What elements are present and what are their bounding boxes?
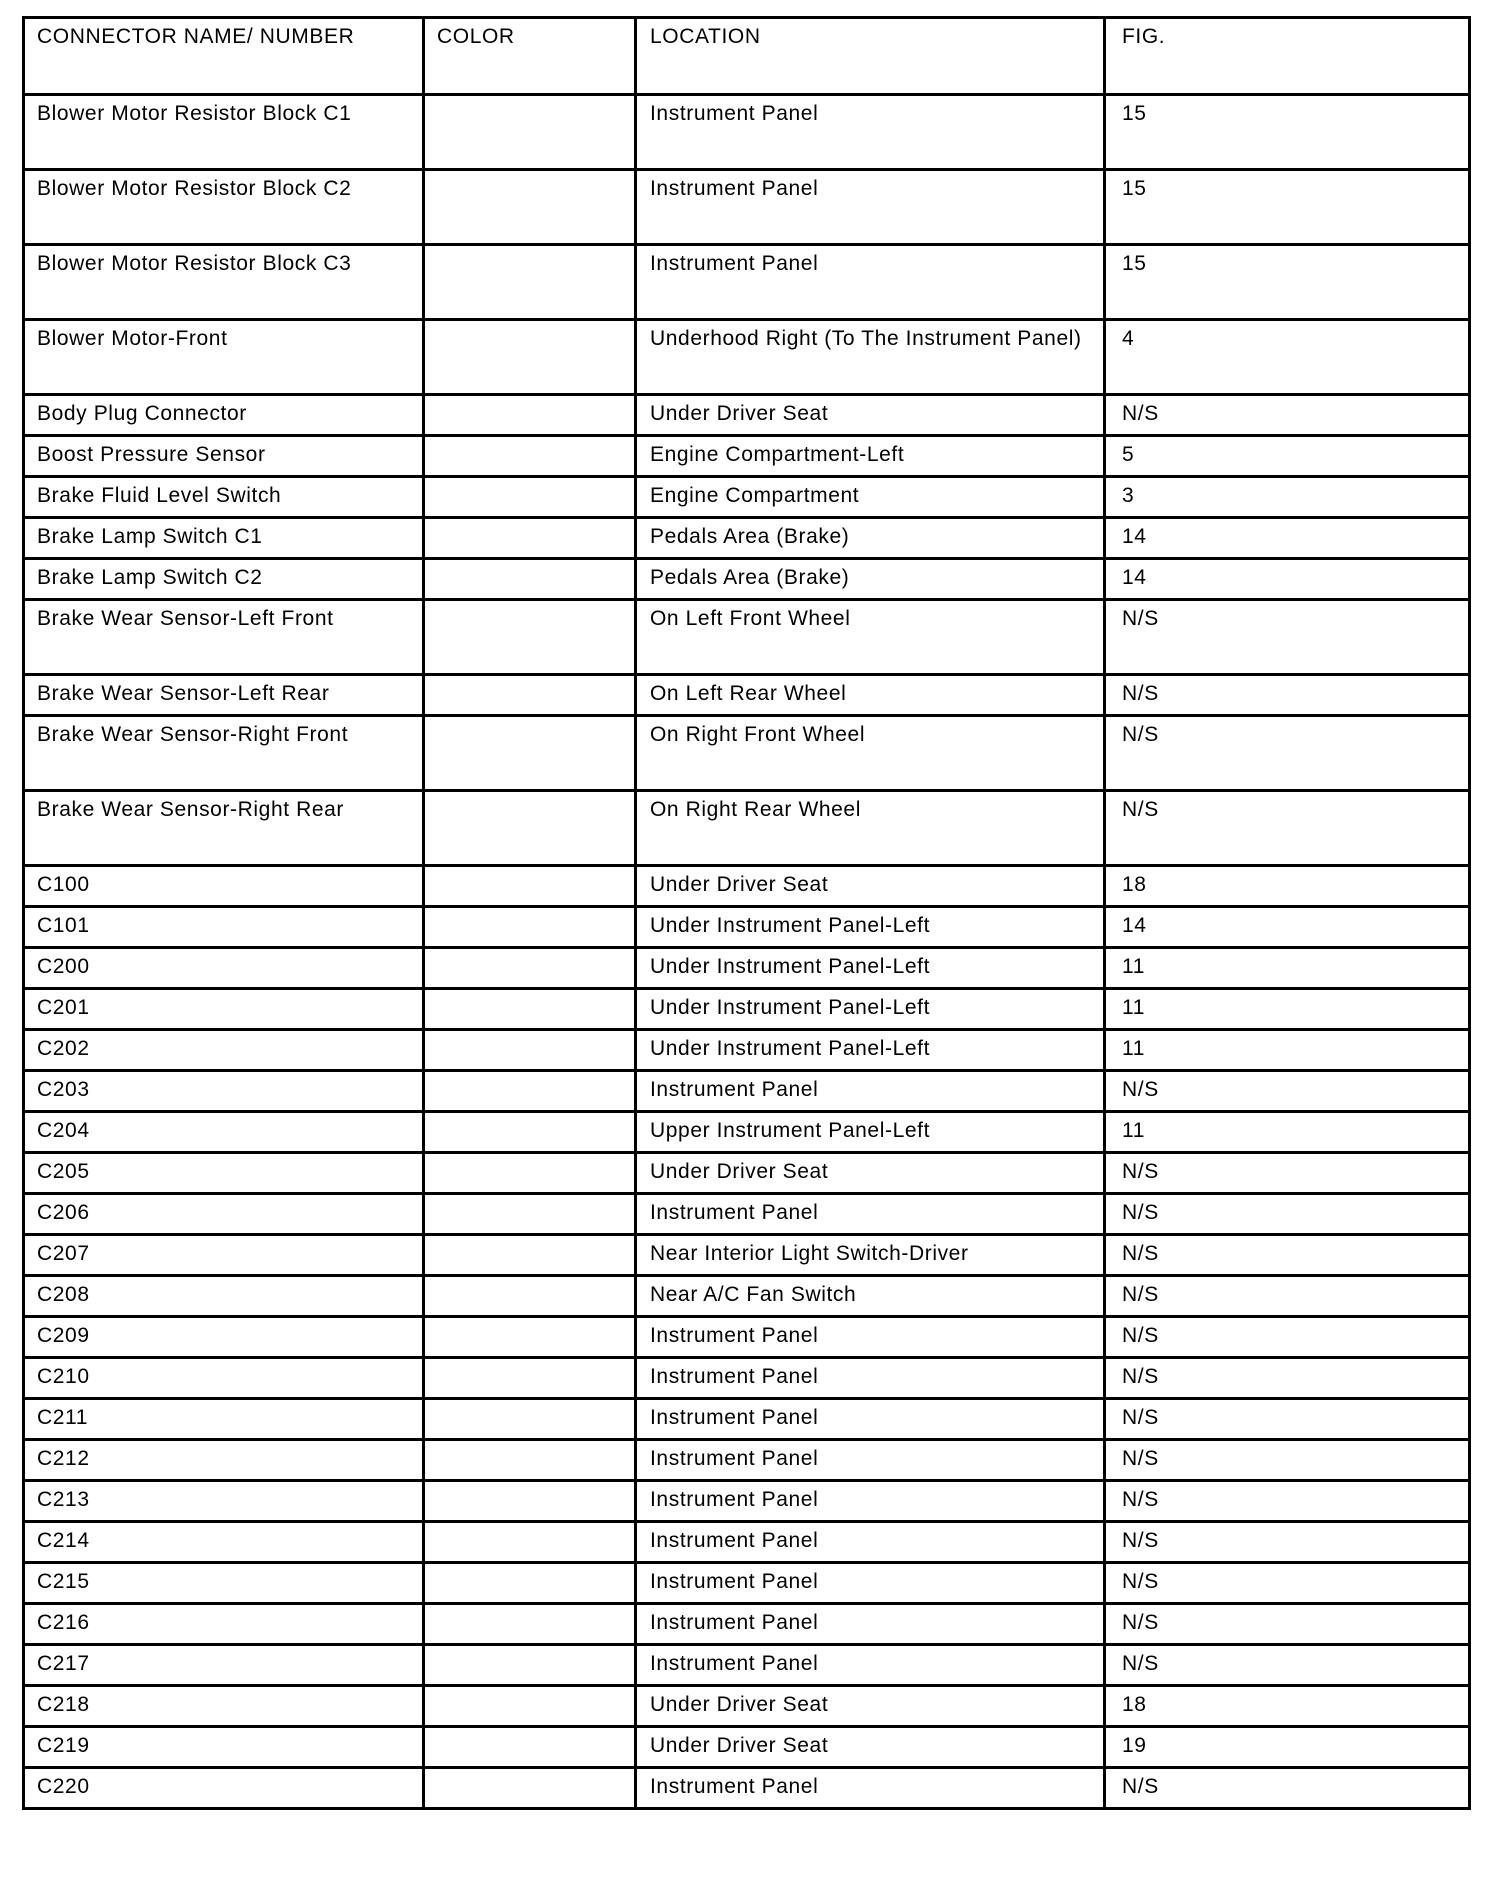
cell-fig: N/S: [1105, 716, 1470, 791]
cell-connector-name: Body Plug Connector: [24, 395, 424, 436]
table-row: [24, 170, 1470, 245]
cell-fig: 11: [1105, 1030, 1470, 1071]
cell-connector-name: Brake Wear Sensor-Left Front: [24, 600, 424, 675]
cell-fig: N/S: [1105, 1481, 1470, 1522]
cell-color: [424, 1153, 636, 1194]
cell-fig: 11: [1105, 948, 1470, 989]
table-row: [24, 600, 1470, 675]
table-row: [24, 907, 1470, 948]
cell-connector-name: C209: [24, 1317, 424, 1358]
cell-location: Pedals Area (Brake): [636, 518, 1105, 559]
cell-connector-name: C213: [24, 1481, 424, 1522]
cell-fig: 14: [1105, 518, 1470, 559]
cell-color: [424, 1317, 636, 1358]
table-row: [24, 395, 1470, 436]
cell-fig: 15: [1105, 95, 1470, 170]
cell-color: [424, 395, 636, 436]
cell-color: [424, 948, 636, 989]
cell-fig: 15: [1105, 170, 1470, 245]
cell-fig: N/S: [1105, 1071, 1470, 1112]
cell-connector-name: C200: [24, 948, 424, 989]
cell-location: Under Driver Seat: [636, 866, 1105, 907]
cell-color: [424, 1358, 636, 1399]
cell-location: Under Instrument Panel-Left: [636, 1030, 1105, 1071]
header-fig: FIG.: [1105, 18, 1470, 95]
table-row: [24, 1153, 1470, 1194]
table-row: [24, 1727, 1470, 1768]
cell-connector-name: Brake Wear Sensor-Left Rear: [24, 675, 424, 716]
header-color: COLOR: [424, 18, 636, 95]
cell-fig: 18: [1105, 1686, 1470, 1727]
cell-location: Instrument Panel: [636, 1440, 1105, 1481]
cell-connector-name: Brake Lamp Switch C1: [24, 518, 424, 559]
table-row: [24, 477, 1470, 518]
cell-fig: 18: [1105, 866, 1470, 907]
cell-connector-name: Blower Motor Resistor Block C3: [24, 245, 424, 320]
cell-location: On Left Front Wheel: [636, 600, 1105, 675]
cell-color: [424, 600, 636, 675]
cell-color: [424, 1194, 636, 1235]
cell-connector-name: C215: [24, 1563, 424, 1604]
cell-location: Instrument Panel: [636, 1358, 1105, 1399]
cell-connector-name: Blower Motor-Front: [24, 320, 424, 395]
cell-color: [424, 170, 636, 245]
cell-location: Pedals Area (Brake): [636, 559, 1105, 600]
cell-color: [424, 1686, 636, 1727]
cell-location: Instrument Panel: [636, 1317, 1105, 1358]
cell-color: [424, 1563, 636, 1604]
cell-connector-name: C202: [24, 1030, 424, 1071]
cell-location: Engine Compartment: [636, 477, 1105, 518]
cell-fig: N/S: [1105, 1563, 1470, 1604]
cell-color: [424, 518, 636, 559]
cell-fig: N/S: [1105, 1399, 1470, 1440]
cell-location: Instrument Panel: [636, 1399, 1105, 1440]
cell-connector-name: Blower Motor Resistor Block C1: [24, 95, 424, 170]
cell-color: [424, 1399, 636, 1440]
cell-location: Instrument Panel: [636, 170, 1105, 245]
table-row: [24, 436, 1470, 477]
cell-connector-name: C204: [24, 1112, 424, 1153]
table-row: [24, 1399, 1470, 1440]
header-connector-name: CONNECTOR NAME/ NUMBER: [24, 18, 424, 95]
cell-color: [424, 716, 636, 791]
cell-fig: N/S: [1105, 1604, 1470, 1645]
cell-fig: N/S: [1105, 1194, 1470, 1235]
cell-connector-name: Brake Lamp Switch C2: [24, 559, 424, 600]
cell-location: Engine Compartment-Left: [636, 436, 1105, 477]
cell-location: Under Driver Seat: [636, 395, 1105, 436]
cell-fig: N/S: [1105, 600, 1470, 675]
cell-fig: 5: [1105, 436, 1470, 477]
cell-color: [424, 436, 636, 477]
table-row: [24, 1317, 1470, 1358]
cell-color: [424, 320, 636, 395]
header-location: LOCATION: [636, 18, 1105, 95]
cell-location: Instrument Panel: [636, 1481, 1105, 1522]
cell-fig: N/S: [1105, 1317, 1470, 1358]
table-row: [24, 716, 1470, 791]
table-row: [24, 1194, 1470, 1235]
table-row: [24, 1071, 1470, 1112]
table-row: [24, 989, 1470, 1030]
cell-fig: N/S: [1105, 1768, 1470, 1809]
table-row: [24, 675, 1470, 716]
cell-location: Under Instrument Panel-Left: [636, 989, 1105, 1030]
table-row: [24, 1645, 1470, 1686]
table-row: [24, 518, 1470, 559]
cell-connector-name: C100: [24, 866, 424, 907]
cell-connector-name: C217: [24, 1645, 424, 1686]
cell-location: Under Instrument Panel-Left: [636, 907, 1105, 948]
cell-location: Instrument Panel: [636, 1768, 1105, 1809]
table-row: [24, 1563, 1470, 1604]
cell-color: [424, 1768, 636, 1809]
cell-fig: 14: [1105, 559, 1470, 600]
table-row: [24, 791, 1470, 866]
cell-connector-name: C214: [24, 1522, 424, 1563]
cell-location: Instrument Panel: [636, 1604, 1105, 1645]
cell-fig: N/S: [1105, 1522, 1470, 1563]
cell-color: [424, 1481, 636, 1522]
cell-location: Upper Instrument Panel-Left: [636, 1112, 1105, 1153]
cell-connector-name: C211: [24, 1399, 424, 1440]
table-row: [24, 245, 1470, 320]
cell-connector-name: C218: [24, 1686, 424, 1727]
table-row: [24, 1276, 1470, 1317]
connector-table: [22, 16, 1471, 1810]
cell-color: [424, 989, 636, 1030]
cell-location: Instrument Panel: [636, 1563, 1105, 1604]
cell-connector-name: C208: [24, 1276, 424, 1317]
cell-location: On Right Front Wheel: [636, 716, 1105, 791]
cell-location: Instrument Panel: [636, 1194, 1105, 1235]
cell-location: Instrument Panel: [636, 245, 1105, 320]
cell-color: [424, 477, 636, 518]
cell-fig: 11: [1105, 989, 1470, 1030]
cell-color: [424, 675, 636, 716]
cell-location: Under Driver Seat: [636, 1686, 1105, 1727]
table-body: [24, 95, 1470, 1809]
table-row: [24, 1235, 1470, 1276]
cell-connector-name: C212: [24, 1440, 424, 1481]
table-row: [24, 1522, 1470, 1563]
cell-location: Underhood Right (To The Instrument Panel): [636, 320, 1105, 395]
cell-location: Instrument Panel: [636, 1071, 1105, 1112]
cell-fig: 19: [1105, 1727, 1470, 1768]
cell-fig: N/S: [1105, 1358, 1470, 1399]
cell-fig: 11: [1105, 1112, 1470, 1153]
table-row: [24, 866, 1470, 907]
cell-connector-name: C219: [24, 1727, 424, 1768]
cell-fig: 3: [1105, 477, 1470, 518]
cell-connector-name: C210: [24, 1358, 424, 1399]
cell-color: [424, 1522, 636, 1563]
cell-location: Under Driver Seat: [636, 1727, 1105, 1768]
table-row: [24, 559, 1470, 600]
cell-location: Near A/C Fan Switch: [636, 1276, 1105, 1317]
table-row: [24, 1604, 1470, 1645]
cell-color: [424, 1440, 636, 1481]
cell-connector-name: Boost Pressure Sensor: [24, 436, 424, 477]
cell-color: [424, 907, 636, 948]
cell-color: [424, 245, 636, 320]
table-row: [24, 948, 1470, 989]
cell-connector-name: C205: [24, 1153, 424, 1194]
cell-color: [424, 1112, 636, 1153]
table-row: [24, 1358, 1470, 1399]
cell-fig: N/S: [1105, 1153, 1470, 1194]
cell-connector-name: Brake Fluid Level Switch: [24, 477, 424, 518]
table-row: [24, 320, 1470, 395]
cell-connector-name: Brake Wear Sensor-Right Rear: [24, 791, 424, 866]
cell-fig: 4: [1105, 320, 1470, 395]
cell-color: [424, 791, 636, 866]
cell-connector-name: C203: [24, 1071, 424, 1112]
cell-fig: N/S: [1105, 1440, 1470, 1481]
cell-connector-name: Brake Wear Sensor-Right Front: [24, 716, 424, 791]
cell-color: [424, 1645, 636, 1686]
cell-color: [424, 559, 636, 600]
cell-fig: N/S: [1105, 395, 1470, 436]
cell-location: Instrument Panel: [636, 1522, 1105, 1563]
cell-fig: N/S: [1105, 791, 1470, 866]
cell-location: On Left Rear Wheel: [636, 675, 1105, 716]
cell-fig: N/S: [1105, 1276, 1470, 1317]
cell-connector-name: Blower Motor Resistor Block C2: [24, 170, 424, 245]
cell-location: Instrument Panel: [636, 95, 1105, 170]
table-row: [24, 95, 1470, 170]
cell-fig: N/S: [1105, 675, 1470, 716]
cell-fig: N/S: [1105, 1645, 1470, 1686]
cell-location: Near Interior Light Switch-Driver: [636, 1235, 1105, 1276]
cell-location: On Right Rear Wheel: [636, 791, 1105, 866]
cell-fig: N/S: [1105, 1235, 1470, 1276]
table-row: [24, 1686, 1470, 1727]
cell-location: Under Instrument Panel-Left: [636, 948, 1105, 989]
cell-location: Under Driver Seat: [636, 1153, 1105, 1194]
cell-color: [424, 1235, 636, 1276]
cell-color: [424, 95, 636, 170]
cell-location: Instrument Panel: [636, 1645, 1105, 1686]
cell-fig: 15: [1105, 245, 1470, 320]
cell-connector-name: C206: [24, 1194, 424, 1235]
cell-color: [424, 1071, 636, 1112]
table-row: [24, 1030, 1470, 1071]
cell-connector-name: C220: [24, 1768, 424, 1809]
table-row: [24, 1768, 1470, 1809]
table-row: [24, 1112, 1470, 1153]
cell-connector-name: C201: [24, 989, 424, 1030]
cell-color: [424, 1604, 636, 1645]
cell-connector-name: C101: [24, 907, 424, 948]
cell-connector-name: C216: [24, 1604, 424, 1645]
cell-color: [424, 1030, 636, 1071]
cell-fig: 14: [1105, 907, 1470, 948]
cell-color: [424, 1727, 636, 1768]
cell-color: [424, 1276, 636, 1317]
cell-connector-name: C207: [24, 1235, 424, 1276]
table-header-row: [24, 18, 1470, 95]
table-row: [24, 1440, 1470, 1481]
cell-color: [424, 866, 636, 907]
table-row: [24, 1481, 1470, 1522]
